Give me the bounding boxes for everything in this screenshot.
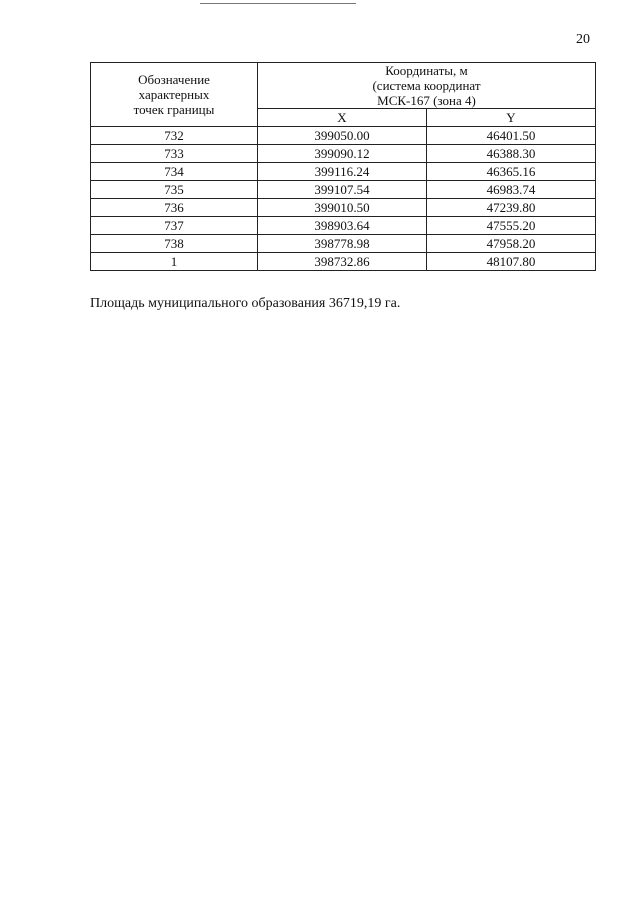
coordinates-table <box>90 62 596 271</box>
point-cell: 735 <box>91 181 258 199</box>
y-cell: 48107.80 <box>427 253 596 271</box>
y-cell: 46401.50 <box>427 127 596 145</box>
header-y: Y <box>427 109 596 127</box>
x-cell: 398903.64 <box>258 217 427 235</box>
header-x: X <box>258 109 427 127</box>
point-cell: 737 <box>91 217 258 235</box>
header-points-line: Обозначение <box>138 72 210 87</box>
x-cell: 399050.00 <box>258 127 427 145</box>
table-row <box>91 145 596 163</box>
table-row <box>91 199 596 217</box>
y-cell: 47239.80 <box>427 199 596 217</box>
table-row <box>91 235 596 253</box>
y-cell: 47958.20 <box>427 235 596 253</box>
header-coordinates-line: Координаты, м <box>385 63 468 78</box>
point-cell: 734 <box>91 163 258 181</box>
header-coordinates-line: МСК-167 (зона 4) <box>377 93 476 108</box>
table-row <box>91 127 596 145</box>
x-cell: 399010.50 <box>258 199 427 217</box>
point-cell: 1 <box>91 253 258 271</box>
y-cell: 46388.30 <box>427 145 596 163</box>
x-cell: 399090.12 <box>258 145 427 163</box>
table-row <box>91 217 596 235</box>
table-row <box>91 253 596 271</box>
table-row <box>91 163 596 181</box>
y-cell: 46365.16 <box>427 163 596 181</box>
y-cell: 46983.74 <box>427 181 596 199</box>
page-number: 20 <box>576 32 590 47</box>
x-cell: 399116.24 <box>258 163 427 181</box>
header-points-cell <box>91 63 258 127</box>
x-cell: 399107.54 <box>258 181 427 199</box>
x-cell: 398778.98 <box>258 235 427 253</box>
point-cell: 738 <box>91 235 258 253</box>
point-cell: 733 <box>91 145 258 163</box>
header-coordinates-cell <box>258 63 596 109</box>
point-cell: 736 <box>91 199 258 217</box>
table-row <box>91 181 596 199</box>
area-note: Площадь муниципального образования 36719,19 га. <box>90 296 401 311</box>
table-header-row <box>91 63 596 109</box>
y-cell: 47555.20 <box>427 217 596 235</box>
header-coordinates-line: (система координат <box>372 78 481 93</box>
header-points-line: точек границы <box>133 102 215 117</box>
x-cell: 398732.86 <box>258 253 427 271</box>
top-rule <box>200 3 356 4</box>
point-cell: 732 <box>91 127 258 145</box>
header-points-line: характерных <box>138 87 210 102</box>
